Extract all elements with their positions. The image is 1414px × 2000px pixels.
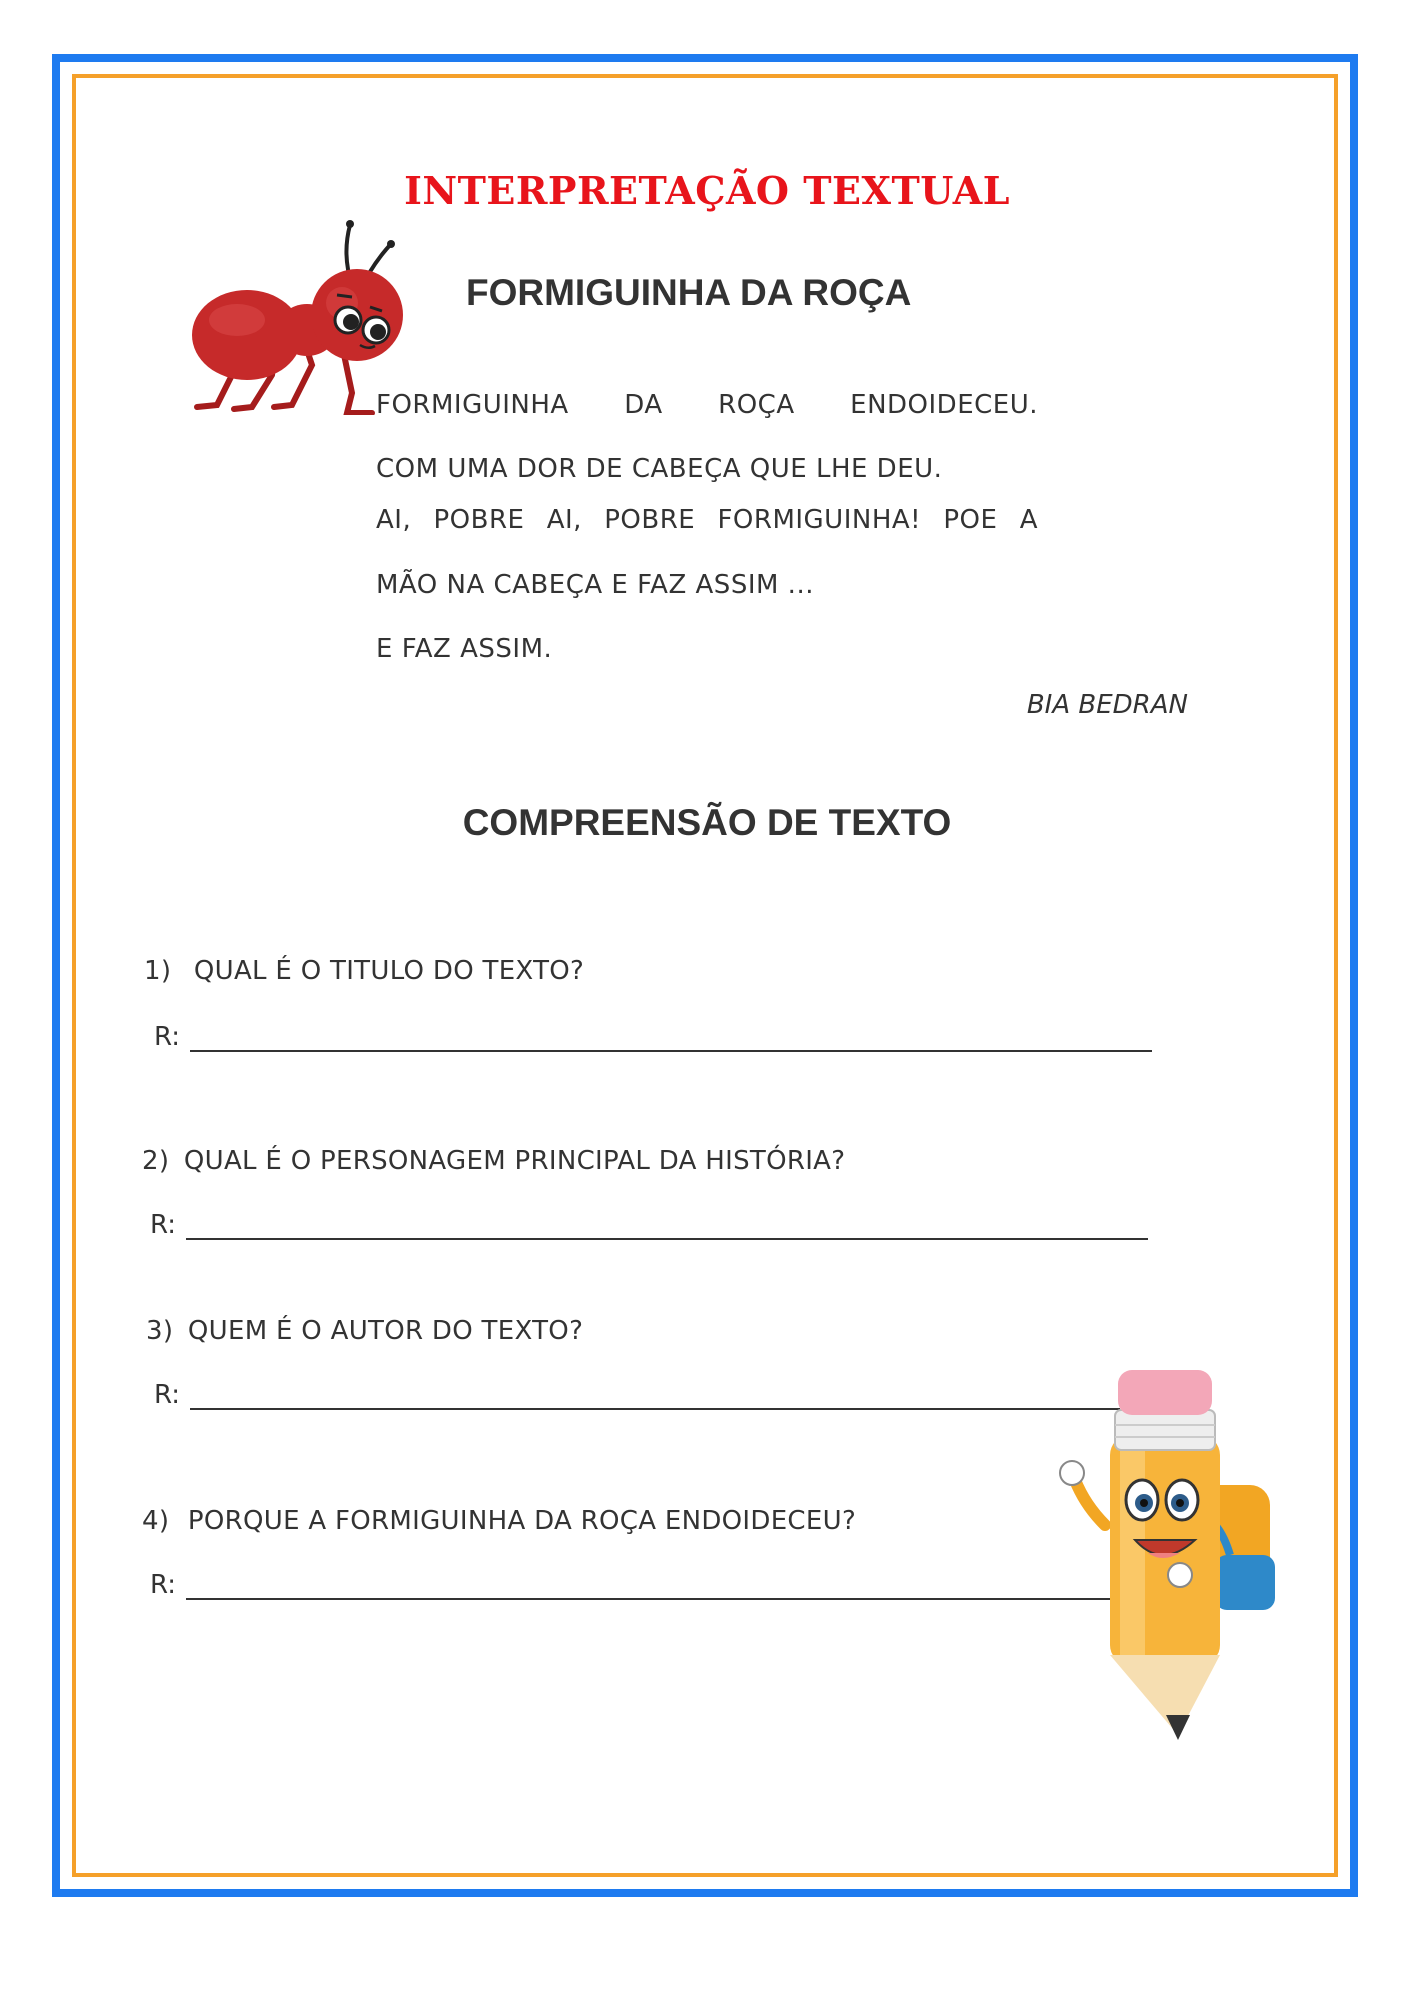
question-3 <box>146 1316 583 1346</box>
poem-line-2: COM UMA DOR DE CABEÇA QUE LHE DEU. <box>376 454 943 484</box>
answer-label: R: <box>150 1210 177 1240</box>
text-title: FORMIGUINHA DA ROÇA <box>466 272 912 313</box>
poem-line-5: E FAZ ASSIM. <box>376 634 553 664</box>
answer-3 <box>154 1380 1120 1410</box>
answer-line[interactable] <box>190 1026 1152 1052</box>
pencil-mascot-illustration <box>1030 1355 1300 1755</box>
question-2 <box>142 1146 845 1176</box>
question-number: 3) <box>146 1316 174 1346</box>
question-number: 2) <box>142 1146 170 1176</box>
question-4 <box>142 1506 856 1536</box>
answer-line[interactable] <box>186 1214 1148 1240</box>
poem-line-1: FORMIGUINHA DA ROÇA ENDOIDECEU. <box>376 390 1038 420</box>
question-number: 4) <box>142 1506 170 1536</box>
page-title: INTERPRETAÇÃO TEXTUAL <box>404 168 1010 213</box>
question-text: QUEM É O AUTOR DO TEXTO? <box>187 1316 584 1346</box>
answer-line[interactable] <box>186 1574 1116 1600</box>
poem-line-3: AI, POBRE AI, POBRE FORMIGUINHA! POE A <box>376 505 1038 535</box>
question-number: 1) <box>144 956 172 986</box>
answer-1 <box>154 1022 1152 1052</box>
answer-label: R: <box>154 1380 181 1410</box>
question-1 <box>144 956 584 986</box>
question-text: QUAL É O PERSONAGEM PRINCIPAL DA HISTÓRIA? <box>183 1146 846 1176</box>
question-text: PORQUE A FORMIGUINHA DA ROÇA ENDOIDECEU? <box>187 1506 857 1536</box>
poem-author: BIA BEDRAN <box>1026 690 1188 720</box>
answer-label: R: <box>154 1022 181 1052</box>
question-text: QUAL É O TITULO DO TEXTO? <box>193 956 585 986</box>
answer-2 <box>150 1210 1148 1240</box>
answer-label: R: <box>150 1570 177 1600</box>
answer-line[interactable] <box>190 1384 1120 1410</box>
section-title: COMPREENSÃO DE TEXTO <box>462 802 952 843</box>
ant-illustration <box>182 215 422 415</box>
poem-line-4: MÃO NA CABEÇA E FAZ ASSIM ... <box>376 570 814 600</box>
answer-4 <box>150 1570 1116 1600</box>
